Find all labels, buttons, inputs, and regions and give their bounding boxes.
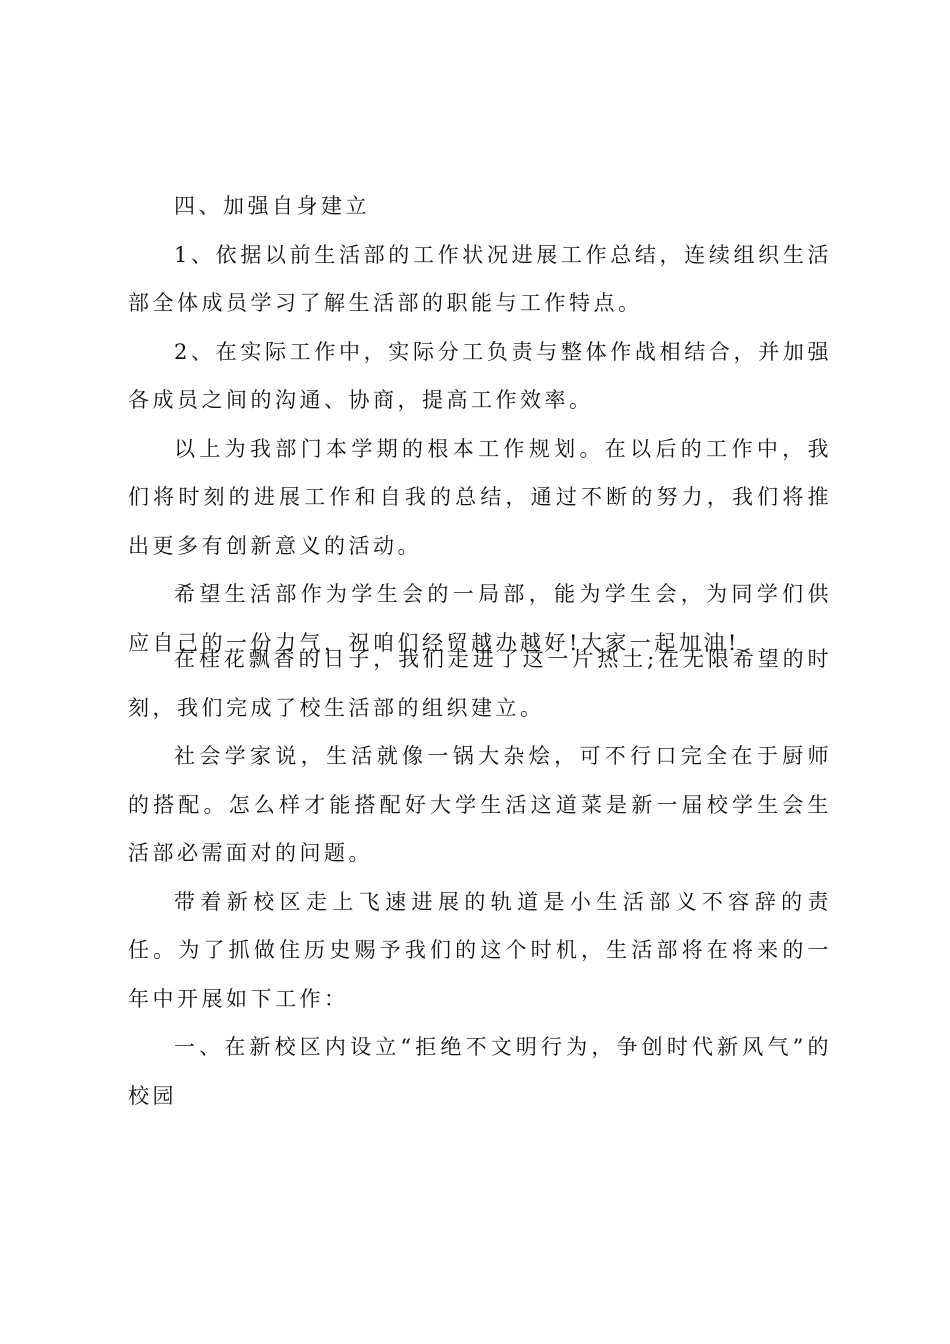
paragraph: 社会学家说，生活就像一锅大杂烩，可不行口完全在于厨师的搭配。怎么样才能搭配好大学生活这道菜是新一届校学生会生活部必需面对的问题。: [128, 744, 832, 865]
text-block-1: [128, 182, 832, 667]
section-heading: 四、加强自身建立: [174, 194, 370, 218]
text-block-2: [128, 635, 832, 1120]
paragraph: 以上为我部门本学期的根本工作规划。在以后的工作中，我们将时刻的进展工作和自我的总结，通过不断的努力，我们将推出更多有创新意义的活动。: [128, 436, 832, 558]
paragraph: 一、在新校区内设立“拒绝不文明行为，争创时代新风气”的校园: [128, 1035, 832, 1108]
paragraph: 在桂花飘香的日子，我们走进了这一片热土;在无限希望的时刻，我们完成了校生活部的组织建立。: [128, 647, 832, 720]
paragraph: 2、在实际工作中，实际分工负责与整体作战相结合，并加强各成员之间的沟通、协商，提高工作效率。: [128, 339, 832, 412]
paragraph: 带着新校区走上飞速进展的轨道是小生活部义不容辞的责任。为了抓做住历史赐予我们的这个时机，生活部将在将来的一年中开展如下工作：: [128, 889, 832, 1011]
paragraph: 希望生活部作为学生会的一局部，能为学生会，为同学们供应自己的一份力气，祝咱们经贸越办越好!大家一起加油!: [128, 582, 832, 655]
paragraph: 1、依据以前生活部的工作状况进展工作总结，连续组织生活部全体成员学习了解生活部的职能与工作特点。: [128, 242, 832, 315]
